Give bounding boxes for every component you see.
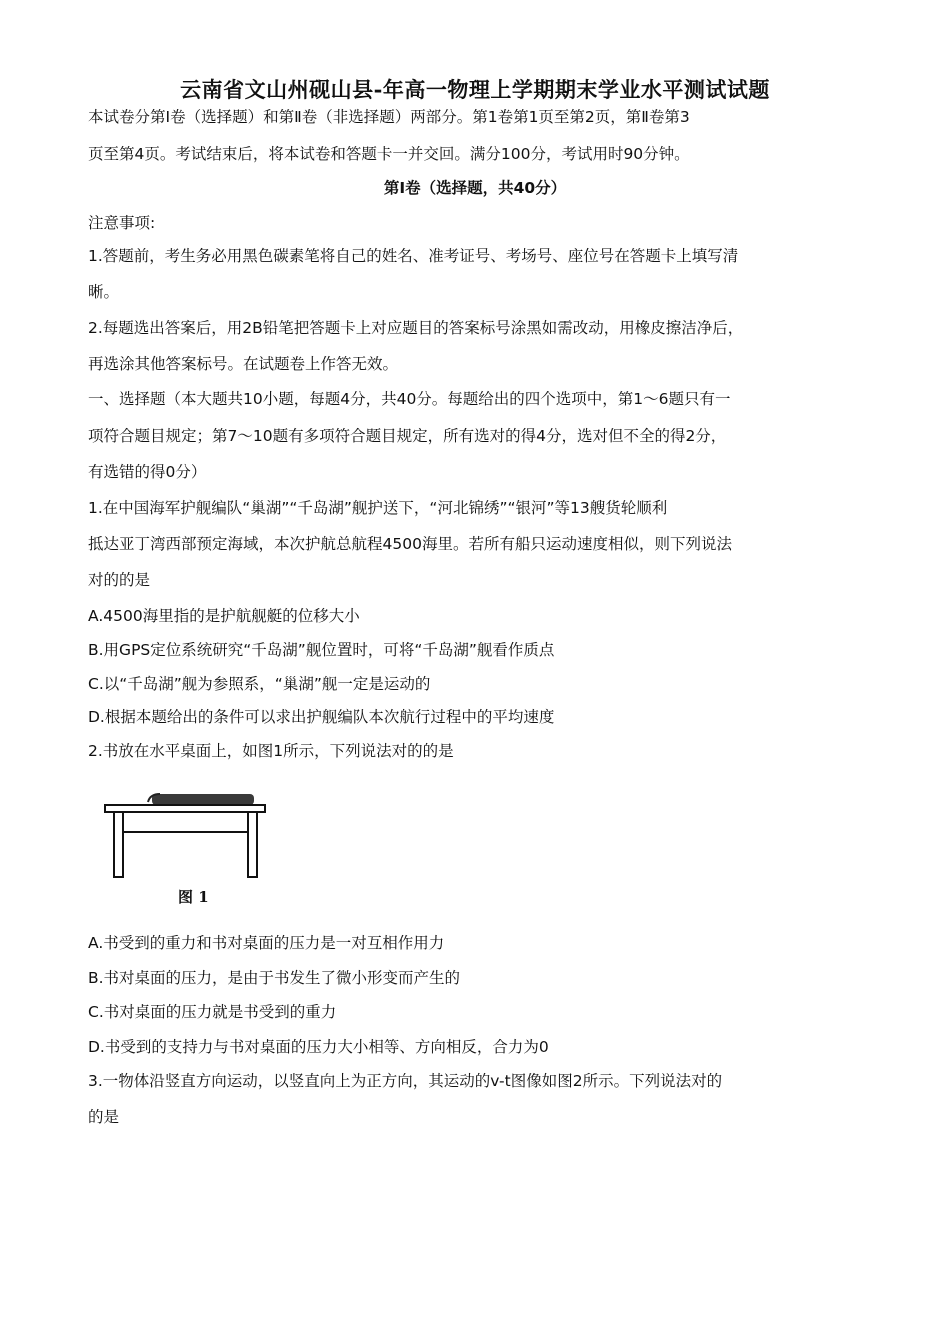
q3-stem-line-2: 的是 <box>88 1108 120 1126</box>
part-one-line-2: 项符合题目规定；第7～10题有多项符合题目规定，所有选对的得4分，选对但不全的得2分， <box>88 427 727 445</box>
intro-line-1: 本试卷分第Ⅰ卷（选择题）和第Ⅱ卷（非选择题）两部分。第1卷第1页至第2页，第Ⅱ卷第3 <box>88 108 690 126</box>
book-shape <box>152 794 254 805</box>
figure-1-caption: 图 1 <box>178 888 209 906</box>
q1-option-a: A.4500海里指的是护航舰艇的位移大小 <box>88 607 360 625</box>
q2-option-d: D.书受到的支持力与书对桌面的压力大小相等、方向相反，合力为0 <box>88 1038 549 1056</box>
intro-line-2: 页至第4页。考试结束后，将本试卷和答题卡一并交回。满分100分，考试用时90分钟。 <box>88 145 690 163</box>
q1-option-c: C.以“千岛湖”舰为参照系，“巢湖”舰一定是运动的 <box>88 675 431 693</box>
q1-stem-line-3: 对的的是 <box>88 571 151 589</box>
q1-stem-line-2: 抵达亚丁湾西部预定海域，本次护航总航程4500海里。若所有船只运动速度相似，则下列说法 <box>88 535 732 553</box>
table-leg-left <box>114 812 123 877</box>
q2-option-c: C.书对桌面的压力就是书受到的重力 <box>88 1003 337 1021</box>
q1-option-d: D.根据本题给出的条件可以求出护舰编队本次航行过程中的平均速度 <box>88 708 555 726</box>
q1-stem-line-1: 1.在中国海军护舰编队“巢湖”“千岛湖”舰护送下，“河北锦绣”“银河”等13艘货轮顺利 <box>88 499 668 517</box>
exam-title: 云南省文山州砚山县-年高一物理上学期期末学业水平测试试题 <box>180 77 770 102</box>
q2-option-a: A.书受到的重力和书对桌面的压力是一对互相作用力 <box>88 934 445 952</box>
notice-line-3: 2.每题选出答案后，用2B铅笔把答题卡上对应题目的答案标号涂黑如需改动，用橡皮擦洁净后， <box>88 319 744 337</box>
notice-line-4: 再选涂其他答案标号。在试题卷上作答无效。 <box>88 355 399 373</box>
part-one-line-3: 有选错的得0分） <box>88 463 207 481</box>
notice-heading: 注意事项: <box>88 214 156 232</box>
q2-option-b: B.书对桌面的压力，是由于书发生了微小形变而产生的 <box>88 969 461 987</box>
table-top <box>105 805 265 812</box>
part-one-line-1: 一、选择题（本大题共10小题，每题4分，共40分。每题给出的四个选项中，第1～6题只有一 <box>88 390 731 408</box>
q2-stem: 2.书放在水平桌面上，如图1所示，下列说法对的的是 <box>88 742 454 760</box>
q1-option-b: B.用GPS定位系统研究“千岛湖”舰位置时，可将“千岛湖”舰看作质点 <box>88 641 555 659</box>
section-heading: 第Ⅰ卷（选择题，共40分） <box>383 179 567 197</box>
notice-line-2: 晰。 <box>88 283 120 301</box>
table-leg-right <box>248 812 257 877</box>
q3-stem-line-1: 3.一物体沿竖直方向运动，以竖直向上为正方向，其运动的v-t图像如图2所示。下列说法对的 <box>88 1072 723 1090</box>
notice-line-1: 1.答题前，考生务必用黑色碳素笔将自己的姓名、准考证号、考场号、座位号在答题卡上填写清 <box>88 247 739 265</box>
